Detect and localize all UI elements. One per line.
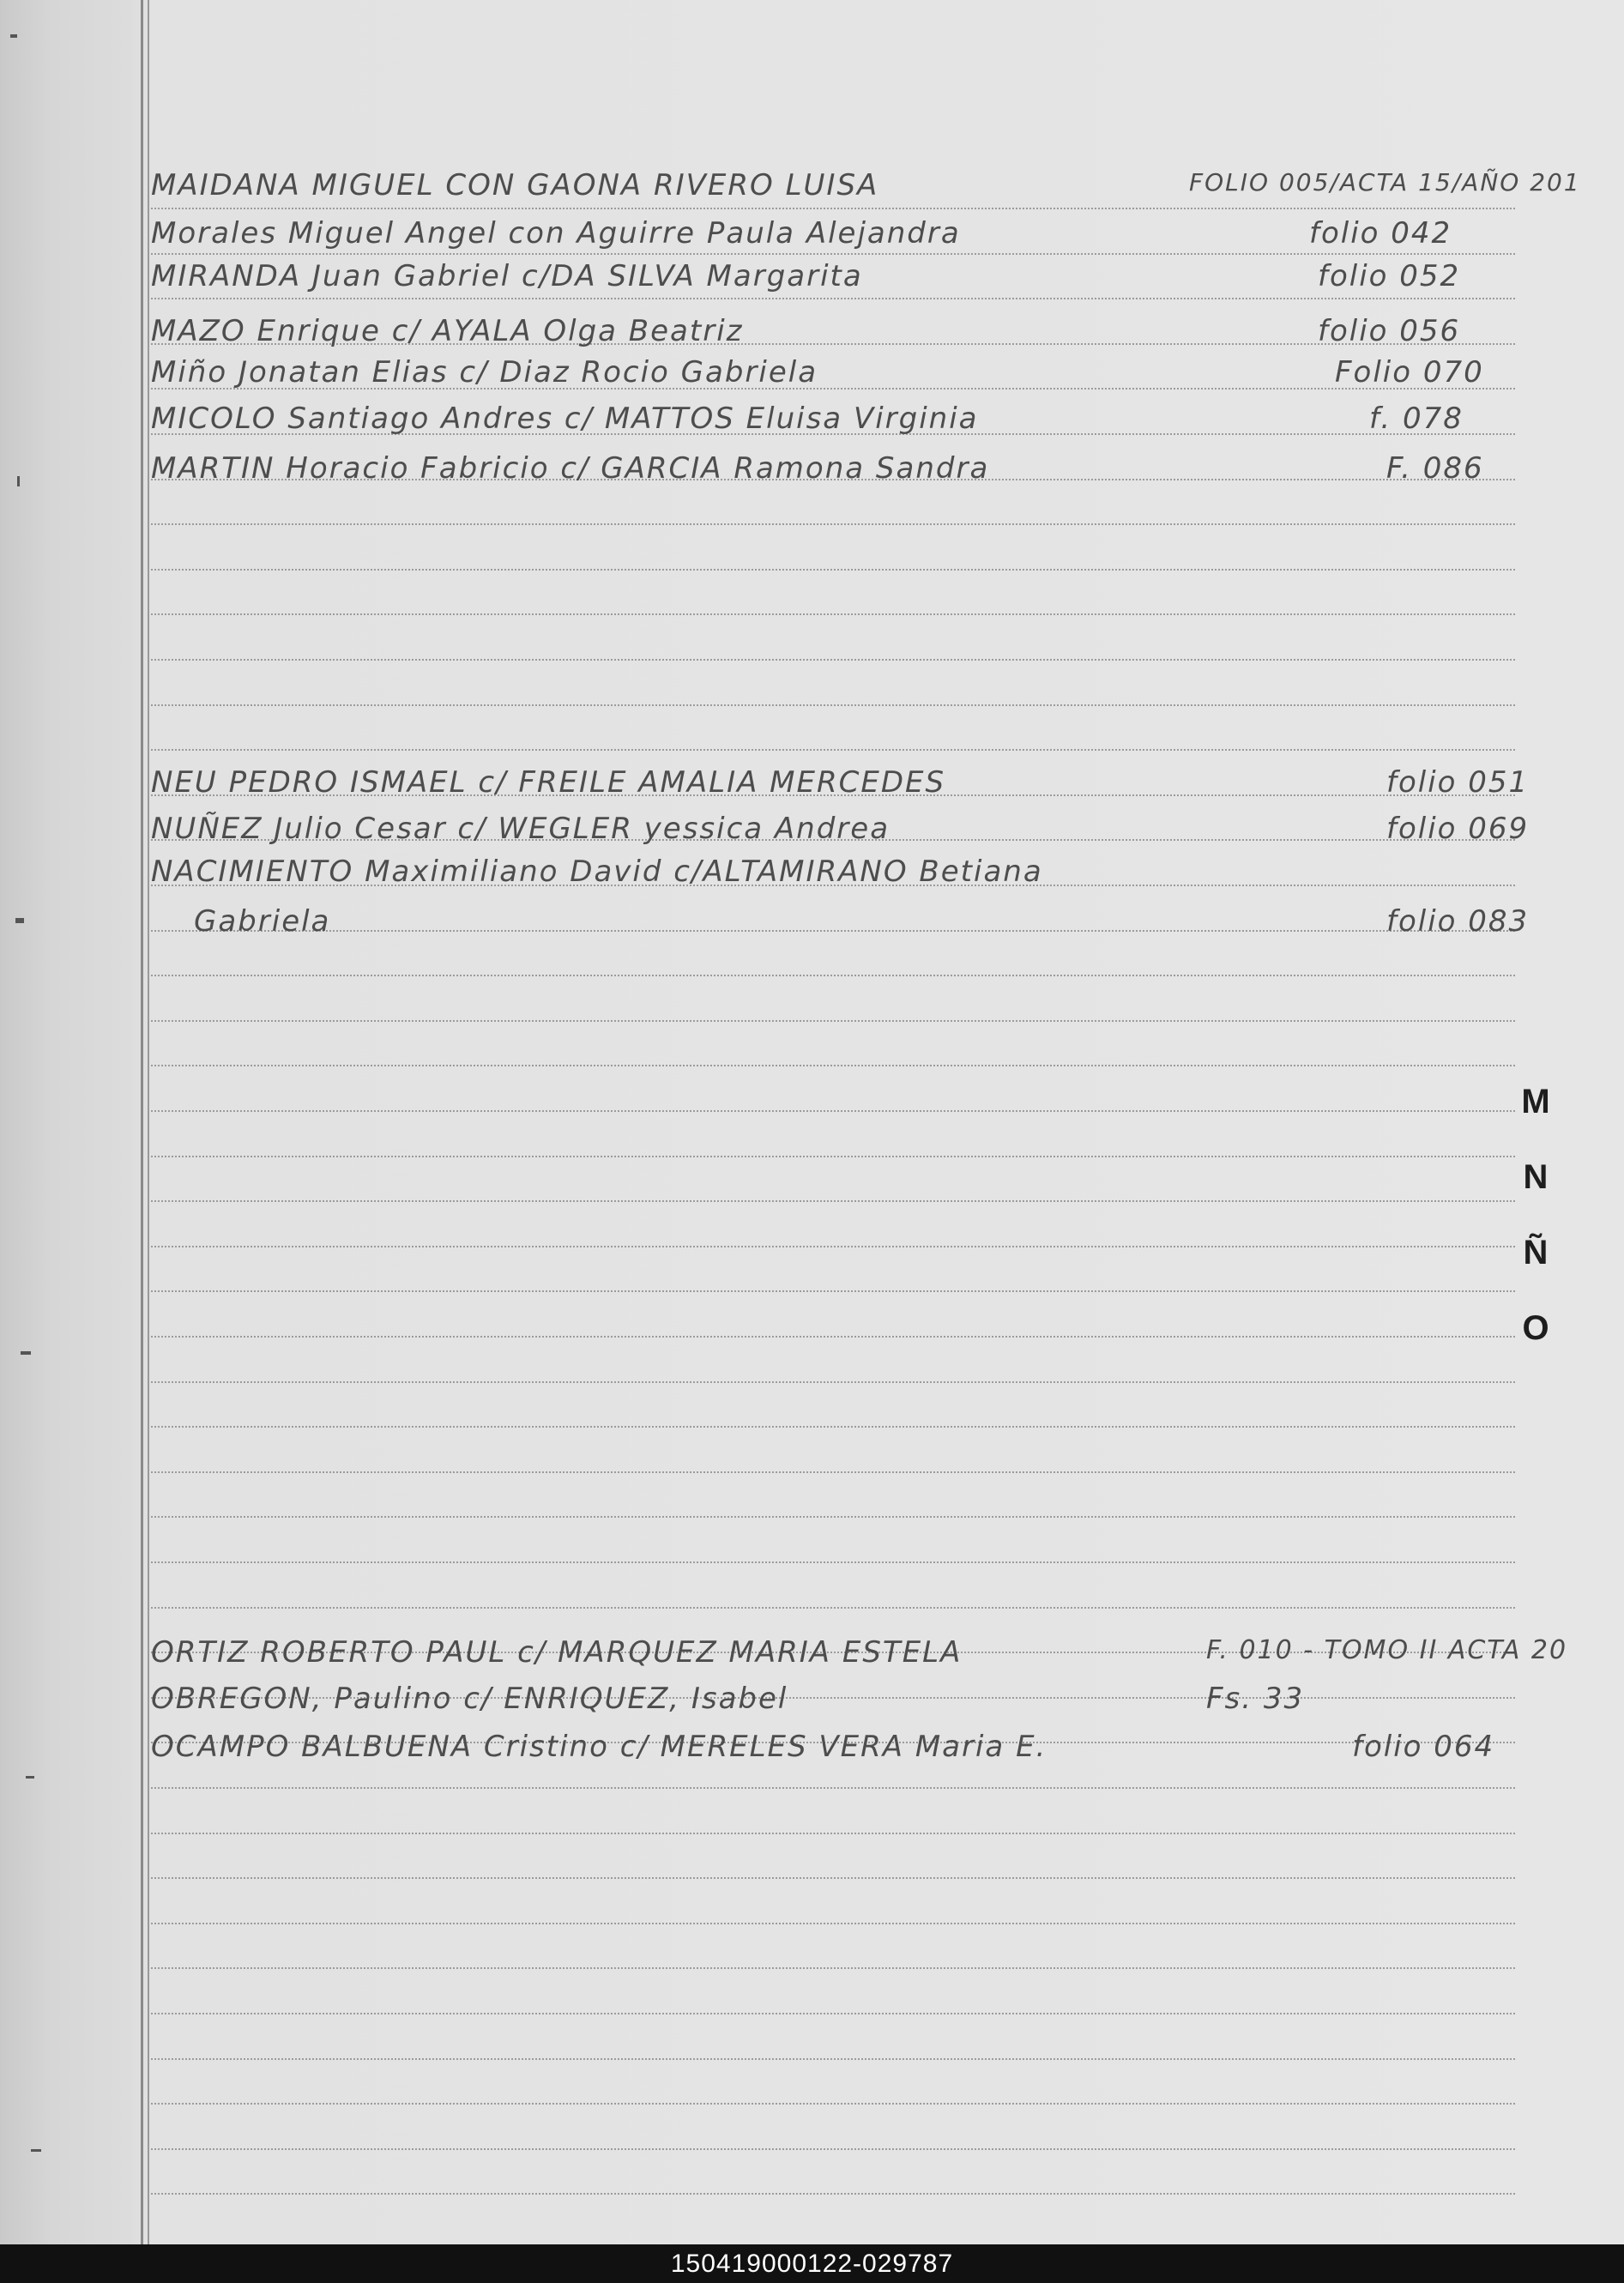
entry-folio: folio 069 xyxy=(1386,812,1530,846)
entry-folio: F. 086 xyxy=(1386,451,1484,486)
index-letter: N xyxy=(1523,1158,1549,1196)
entry-names: MICOLO Santiago Andres c/ MATTOS Eluisa Virginia xyxy=(151,402,979,436)
entry-folio: folio 052 xyxy=(1318,259,1461,293)
entry-names: MARTIN Horacio Fabricio c/ GARCIA Ramona Sandra xyxy=(151,451,990,486)
index-letter: O xyxy=(1522,1309,1549,1347)
entry-folio: Folio 070 xyxy=(1335,355,1484,390)
ledger-entry xyxy=(151,765,1624,808)
ledger-entry xyxy=(151,812,1624,855)
index-letter: M xyxy=(1521,1083,1550,1120)
index-letters xyxy=(1510,1064,1561,1366)
entry-names: NUÑEZ Julio Cesar c/ WEGLER yessica Andrea xyxy=(151,812,890,846)
ledger-entry xyxy=(151,402,1624,444)
ledger-entry xyxy=(151,855,1624,897)
entry-names: NACIMIENTO Maximiliano David c/ALTAMIRANO Betiana xyxy=(151,855,1043,889)
page-margin-line-inner xyxy=(148,0,149,2244)
ledger-page xyxy=(151,0,1624,2244)
entry-folio: F. 010 - TOMO II ACTA 20 xyxy=(1206,1635,1568,1665)
ledger-entry xyxy=(151,1682,1624,1724)
entry-folio: folio 056 xyxy=(1318,314,1461,348)
entry-folio: folio 083 xyxy=(1386,904,1530,939)
entry-folio: folio 064 xyxy=(1352,1730,1495,1764)
entry-names: MAIDANA MIGUEL CON GAONA RIVERO LUISA xyxy=(151,168,879,202)
entry-names: Morales Miguel Angel con Aguirre Paula Alejandra xyxy=(151,216,961,251)
ledger-entry xyxy=(151,259,1624,302)
ledger-entry xyxy=(151,451,1624,494)
entry-names: ORTIZ ROBERTO PAUL c/ MARQUEZ MARIA ESTELA xyxy=(151,1635,963,1670)
entry-folio: folio 051 xyxy=(1386,765,1530,800)
entry-folio: folio 042 xyxy=(1309,216,1452,251)
ledger-entry xyxy=(151,1635,1624,1678)
page-margin-line xyxy=(141,0,143,2244)
entry-folio: FOLIO 005/ACTA 15/AÑO 201 xyxy=(1189,168,1581,196)
entry-names: OBREGON, Paulino c/ ENRIQUEZ, Isabel xyxy=(151,1682,788,1716)
left-margin-marks xyxy=(0,0,34,2244)
entry-folio: f. 078 xyxy=(1369,402,1464,436)
ledger-entry xyxy=(151,168,1624,211)
ledger-entry xyxy=(151,904,1624,947)
entry-names: Miño Jonatan Elias c/ Diaz Rocio Gabriela xyxy=(151,355,818,390)
ledger-entry xyxy=(151,314,1624,357)
entry-names: OCAMPO BALBUENA Cristino c/ MERELES VERA Maria E. xyxy=(151,1730,1047,1764)
ledger-entry xyxy=(151,355,1624,398)
entry-names: NEU PEDRO ISMAEL c/ FREILE AMALIA MERCEDES xyxy=(151,765,946,800)
ledger-entry xyxy=(151,1730,1624,1773)
entry-names: MAZO Enrique c/ AYALA Olga Beatriz xyxy=(151,314,744,348)
entry-folio: Fs. 33 xyxy=(1206,1682,1305,1716)
entry-names: MIRANDA Juan Gabriel c/DA SILVA Margarita xyxy=(151,259,863,293)
barcode-number: 150419000122-029787 xyxy=(0,2244,1624,2283)
ledger-entry xyxy=(151,216,1624,259)
entry-names: Gabriela xyxy=(194,904,331,939)
index-letter: Ñ xyxy=(1523,1234,1549,1271)
